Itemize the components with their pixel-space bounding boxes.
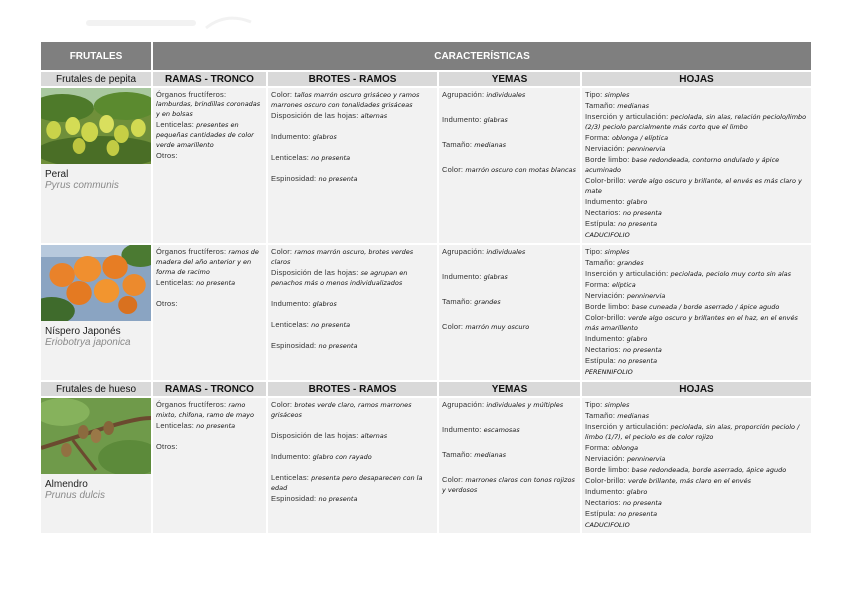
fruit-cell-peral [41,88,151,243]
hojas-value: penninervia [626,145,666,153]
ramas-value: ramos de madera del año anterior y en forma de racimo [156,248,259,276]
yemas-label: Color: [442,165,464,174]
hojas-label: Nectarios: [585,208,621,217]
brotes-value: no presenta [318,175,358,183]
ramas-label: Lenticelas: [156,120,195,129]
yemas-value: grandes [474,298,501,306]
hojas-value: no presenta [618,510,658,518]
yemas-value: individuales y múltiples [486,401,564,409]
almond-tree-image [41,398,151,474]
brotes-value: tallos marrón oscuro grisáceo y ramos marrones oscuro con tonalidades grisáceas [271,91,420,109]
hojas-label: Tipo: [585,90,603,99]
yemas-label: Agrupación: [442,90,485,99]
hojas-label: Nectarios: [585,498,621,507]
ramas-value: presentes en pequeñas cantidades de color verde amarillento [156,121,254,149]
hojas-label: Borde limbo: [585,465,630,474]
yemas-label: Indumento: [442,115,482,124]
ramas-cell [153,88,266,243]
hojas-label: Forma: [585,443,610,452]
hojas-value: simples [604,91,630,99]
brotes-value: alternas [360,112,388,120]
brotes-label: Espinosidad: [271,174,317,183]
hojas-value: no presenta [622,346,662,354]
brotes-value: brotes verde claro, ramos marrones grisáceos [271,401,412,419]
brotes-label: Lenticelas: [271,320,310,329]
ramas-label: Otros: [156,151,178,160]
ramas-value: lamburdas, brindillas coronadas y en bolsas [156,100,261,118]
yemas-value: medianas [474,141,507,149]
col-hojas: HOJAS [582,72,811,86]
hojas-value: medianas [617,102,650,110]
pear-tree-image [41,88,151,164]
fruit-scientific-name: Pyrus communis [45,180,119,191]
col-yemas: YEMAS [439,382,580,396]
hojas-label: Inserción y articulación: [585,269,669,278]
yemas-value: escamosas [483,426,520,434]
yemas-label: Indumento: [442,425,482,434]
hojas-value: oblonga / elíptica [612,134,669,142]
brotes-value: no presenta [318,342,358,350]
yemas-label: Color: [442,322,464,331]
brotes-label: Indumento: [271,132,311,141]
hojas-value: no presenta [618,357,658,365]
hojas-label: Tamaño: [585,258,616,267]
fruit-cell-almendro [41,398,151,533]
hojas-label: Estípula: [585,356,616,365]
ramas-value: no presenta [196,279,236,287]
hojas-label: Forma: [585,133,610,142]
brotes-label: Espinosidad: [271,341,317,350]
hojas-label: Tipo: [585,247,603,256]
hojas-label: Borde limbo: [585,302,630,311]
col-ramas-tronco: RAMAS - TRONCO [153,72,266,86]
col-ramas-tronco: RAMAS - TRONCO [153,382,266,396]
ramas-label: Lenticelas: [156,421,195,430]
hojas-label: Indumento: [585,197,625,206]
yemas-cell [439,88,580,243]
hojas-cell [582,245,811,380]
yemas-value: individuales [486,248,526,256]
hojas-label: Color-brillo: [585,176,626,185]
hojas-label: Tamaño: [585,101,616,110]
hojas-cell [582,88,811,243]
hojas-value: no presenta [618,220,658,228]
yemas-label: Color: [442,475,464,484]
yemas-label: Indumento: [442,272,482,281]
fruit-common-name: Peral [45,169,69,180]
hojas-value: medianas [617,412,650,420]
hojas-value: glabro [626,488,648,496]
brotes-label: Color: [271,400,293,409]
brotes-value: presenta pero desaparecen con la edad [271,474,423,492]
hojas-label: Nerviación: [585,454,625,463]
fruit-cell-nispero [41,245,151,380]
hojas-value: verde algo oscuro y brillantes en el haz, en el envés más amarillento [585,314,798,332]
hojas-foliage-type: CADUCIFOLIO [585,521,630,529]
col-yemas: YEMAS [439,72,580,86]
yemas-value: marrones claros con tonos rojizos y verdosos [442,476,575,494]
brotes-cell [268,398,437,533]
ramas-label: Órganos fructíferos: [156,400,227,409]
hojas-label: Tamaño: [585,411,616,420]
brotes-value: no presenta [311,321,351,329]
hojas-label: Inserción y articulación: [585,112,669,121]
header-caracteristicas: CARACTERÍSTICAS [153,42,811,70]
brotes-value: no presenta [318,495,358,503]
brotes-cell [268,88,437,243]
yemas-label: Tamaño: [442,297,473,306]
brotes-label: Color: [271,247,293,256]
hojas-label: Color-brillo: [585,313,626,322]
ramas-cell [153,245,266,380]
brotes-label: Indumento: [271,452,311,461]
brotes-label: Espinosidad: [271,494,317,503]
fruit-common-name: Níspero Japonés [45,326,121,337]
hojas-value: oblonga [612,444,639,452]
yemas-value: medianas [474,451,507,459]
faint-header-mark [86,14,256,34]
hojas-value: penninervia [626,292,666,300]
fruit-scientific-name: Prunus dulcis [45,490,106,501]
yemas-value: individuales [486,91,526,99]
hojas-label: Nerviación: [585,144,625,153]
hojas-value: verde algo oscuro y brillante, el envés es más claro y mate [585,177,802,195]
hojas-label: Forma: [585,280,610,289]
brotes-label: Indumento: [271,299,311,308]
ramas-label: Otros: [156,299,178,308]
brotes-value: glabros [312,133,337,141]
hojas-label: Inserción y articulación: [585,422,669,431]
brotes-label: Lenticelas: [271,153,310,162]
brotes-value: ramos marrón oscuro, brotes verdes claros [271,248,414,266]
hojas-value: glabro [626,198,648,206]
yemas-label: Agrupación: [442,247,485,256]
hojas-value: no presenta [622,499,662,507]
yemas-value: glabras [483,116,508,124]
hojas-value: base redondeada, contorno ondulado y ápice acuminado [585,156,780,174]
brotes-label: Disposición de las hojas: [271,431,359,440]
yemas-label: Tamaño: [442,140,473,149]
group-frutales-de-pepita: Frutales de pepita [41,72,151,86]
ramas-label: Lenticelas: [156,278,195,287]
hojas-value: elíptica [612,281,636,289]
brotes-cell [268,245,437,380]
hojas-value: peciolada, sin alas, relación peciolo/limbo (2/3) peciolo parcialmente más corto que el limbo [585,113,807,131]
yemas-label: Tamaño: [442,450,473,459]
header-frutales: FRUTALES [41,42,151,70]
hojas-label: Nerviación: [585,291,625,300]
yemas-cell [439,398,580,533]
fruit-scientific-name: Eriobotrya japonica [45,337,131,348]
hojas-cell [582,398,811,533]
hojas-label: Indumento: [585,334,625,343]
brotes-value: alternas [360,432,388,440]
col-brotes-ramos: BROTES - RAMOS [268,72,437,86]
hojas-value: glabro [626,335,648,343]
brotes-label: Color: [271,90,293,99]
hojas-value: simples [604,401,630,409]
brotes-value: se agrupan en penachos más o menos individualizados [271,269,408,287]
ramas-label: Otros: [156,442,178,451]
hojas-value: base cuneada / borde aserrado / ápice agudo [631,303,780,311]
brotes-label: Disposición de las hojas: [271,111,359,120]
ramas-label: Órganos fructíferos: [156,90,227,99]
yemas-value: marrón oscuro con motas blancas [465,166,576,174]
hojas-value: verde brillante, más claro en el envés [628,477,752,485]
hojas-label: Indumento: [585,487,625,496]
group-frutales-de-hueso: Frutales de hueso [41,382,151,396]
col-brotes-ramos: BROTES - RAMOS [268,382,437,396]
ramas-value: no presenta [196,422,236,430]
hojas-value: peciolada, sin alas, proporción peciolo / limbo (1/7), el peciolo es de color rojizo [585,423,800,441]
yemas-value: glabras [483,273,508,281]
hojas-label: Color-brillo: [585,476,626,485]
hojas-value: base redondeada, borde aserrado, ápice agudo [631,466,787,474]
hojas-value: grandes [617,259,644,267]
hojas-foliage-type: CADUCIFOLIO [585,231,630,239]
brotes-label: Lenticelas: [271,473,310,482]
brotes-label: Disposición de las hojas: [271,268,359,277]
yemas-value: marrón muy oscuro [465,323,530,331]
hojas-label: Estípula: [585,219,616,228]
hojas-value: simples [604,248,630,256]
hojas-value: penninervia [626,455,666,463]
loquat-image [41,245,151,321]
col-hojas: HOJAS [582,382,811,396]
yemas-cell [439,245,580,380]
fruit-common-name: Almendro [45,479,88,490]
hojas-foliage-type: PERENNIFOLIO [585,368,633,376]
hojas-label: Borde limbo: [585,155,630,164]
ramas-cell [153,398,266,533]
hojas-value: no presenta [622,209,662,217]
ramas-value: ramo mixto, chifona, ramo de mayo [156,401,255,419]
ramas-label: Órganos fructíferos: [156,247,227,256]
hojas-label: Tipo: [585,400,603,409]
yemas-label: Agrupación: [442,400,485,409]
hojas-label: Nectarios: [585,345,621,354]
brotes-value: glabro con rayado [312,453,372,461]
hojas-value: peciolada, peciolo muy corto sin alas [670,270,792,278]
fruit-characteristics-table [39,40,813,535]
brotes-value: glabros [312,300,337,308]
hojas-label: Estípula: [585,509,616,518]
brotes-value: no presenta [311,154,351,162]
